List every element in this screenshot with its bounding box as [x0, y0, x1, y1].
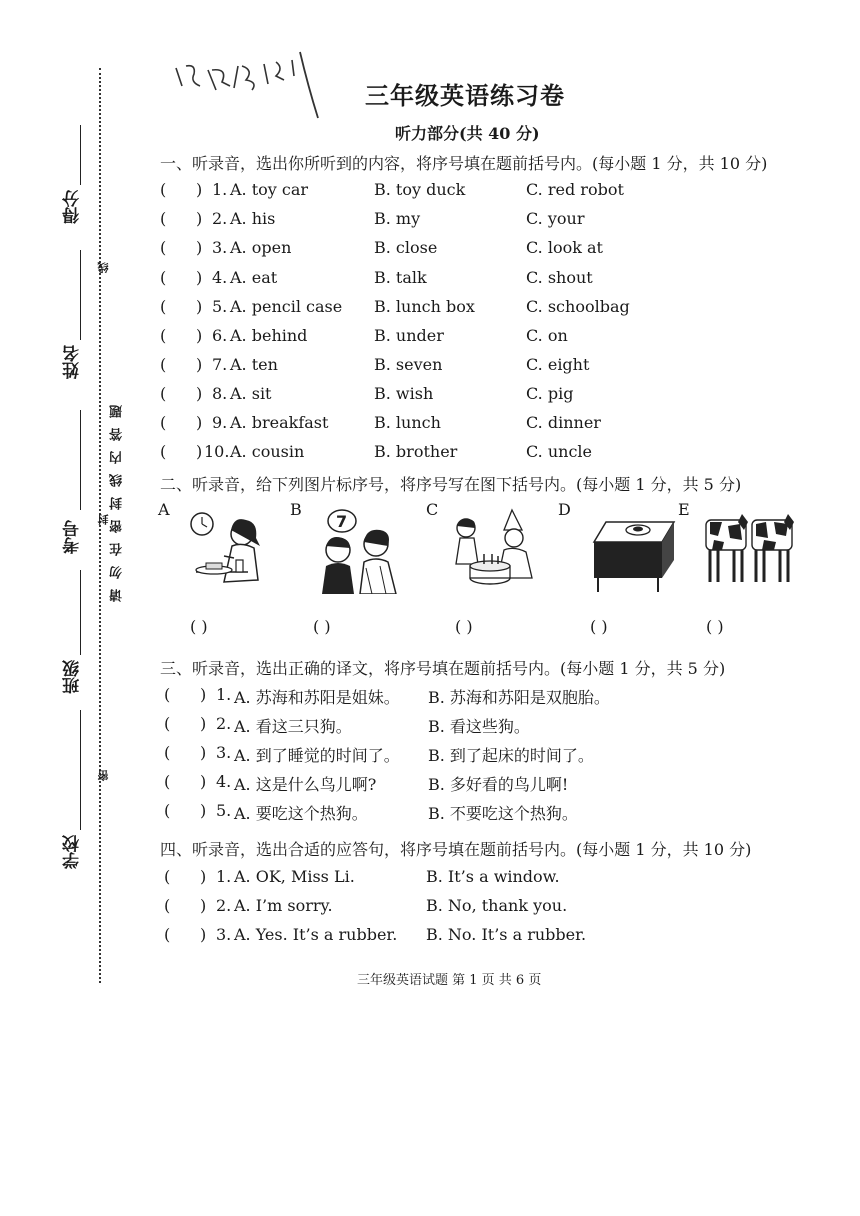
option-b: B. 多好看的鸟儿啊!	[428, 775, 569, 794]
close-paren: )	[196, 384, 203, 403]
option-b: B. under	[374, 326, 444, 345]
class-blank	[80, 570, 81, 655]
question-number: 2.	[216, 714, 232, 733]
close-paren: )	[196, 355, 203, 374]
option-a: A. ten	[230, 355, 278, 374]
open-paren: (	[160, 355, 167, 374]
close-paren: )	[196, 268, 203, 287]
option-a: A. sit	[230, 384, 272, 403]
name-label: 姓名	[63, 345, 83, 379]
option-c: C. shout	[526, 268, 593, 287]
question-number: 4.	[216, 772, 232, 791]
answer-blank-e[interactable]: ( )	[706, 617, 724, 636]
bubble-number: 7	[336, 512, 348, 531]
option-c: C. schoolbag	[526, 297, 630, 316]
answer-blank-c[interactable]: ( )	[455, 617, 473, 636]
birthday-cake-icon	[452, 508, 542, 594]
school-blank	[80, 710, 81, 830]
option-c: C. look at	[526, 238, 603, 257]
picture-row	[158, 500, 798, 600]
option-a: A. breakfast	[230, 413, 329, 432]
score-label: 得分	[63, 190, 83, 224]
option-a: A. Yes. It’s a rubber.	[234, 925, 398, 944]
option-b: B. No, thank you.	[426, 896, 568, 915]
option-b: B. 苏海和苏阳是双胞胎。	[428, 688, 610, 707]
section-4-heading: 四、听录音，选出合适的应答句，将序号填在题前括号内。(每小题 1 分，共 10 分)	[160, 840, 752, 859]
question-number: 4.	[212, 268, 228, 287]
page-subtitle: 听力部分(共 40 分)	[395, 124, 540, 143]
option-a: A. his	[230, 209, 276, 228]
option-b: B. my	[374, 209, 421, 228]
option-a: A. pencil case	[230, 297, 343, 316]
open-paren: (	[164, 896, 171, 915]
option-a: A. I’m sorry.	[234, 896, 333, 915]
open-paren: (	[160, 180, 167, 199]
section-3-heading: 三、听录音，选出正确的译文，将序号填在题前括号内。(每小题 1 分，共 5 分)	[160, 659, 726, 678]
table-with-plate-icon	[584, 508, 680, 594]
open-paren: (	[164, 867, 171, 886]
class-label: 班级	[63, 660, 83, 694]
option-c: C. red robot	[526, 180, 624, 199]
question-number: 8.	[212, 384, 228, 403]
option-b: B. seven	[374, 355, 443, 374]
binding-margin	[0, 0, 130, 1000]
option-b: B. 到了起床的时间了。	[428, 746, 594, 765]
option-b: B. talk	[374, 268, 427, 287]
open-paren: (	[160, 268, 167, 287]
option-b: B. 看这些狗。	[428, 717, 530, 736]
answer-blank-b[interactable]: ( )	[313, 617, 331, 636]
option-a: A. 要吃这个热狗。	[234, 804, 368, 823]
exam-number-blank	[80, 410, 81, 510]
dense-mark: 密	[97, 770, 110, 781]
open-paren: (	[164, 714, 171, 733]
answer-blank-a[interactable]: ( )	[190, 617, 208, 636]
question-number: 5.	[212, 297, 228, 316]
option-a: A. 到了睡觉的时间了。	[234, 746, 400, 765]
close-paren: )	[200, 867, 207, 886]
close-paren: )	[196, 238, 203, 257]
question-number: 3.	[216, 925, 232, 944]
option-c: C. uncle	[526, 442, 592, 461]
page-footer: 三年级英语试题 第 1 页 共 6 页	[357, 973, 542, 988]
name-blank	[80, 250, 81, 340]
question-number: 7.	[212, 355, 228, 374]
open-paren: (	[160, 384, 167, 403]
close-paren: )	[196, 442, 203, 461]
option-a: A. cousin	[230, 442, 305, 461]
close-paren: )	[196, 413, 203, 432]
close-paren: )	[196, 180, 203, 199]
score-blank	[80, 125, 81, 185]
option-a: A. eat	[230, 268, 278, 287]
page-title: 三年级英语练习卷	[365, 81, 565, 110]
school-label: 学校	[63, 835, 83, 869]
option-b: B. It’s a window.	[426, 867, 560, 886]
option-a: A. 这是什么鸟儿啊?	[234, 775, 377, 794]
question-number: 6.	[212, 326, 228, 345]
question-number: 9.	[212, 413, 228, 432]
section-2-heading: 二、听录音，给下列图片标序号，将序号写在图下括号内。(每小题 1 分，共 5 分)	[160, 475, 742, 494]
close-paren: )	[200, 743, 207, 762]
question-number: 5.	[216, 801, 232, 820]
close-paren: )	[196, 209, 203, 228]
open-paren: (	[160, 413, 167, 432]
question-number: 1.	[216, 685, 232, 704]
picture-letter: A	[158, 500, 170, 519]
option-a: A. toy car	[230, 180, 309, 199]
two-boys-talking-icon	[316, 508, 402, 594]
open-paren: (	[164, 772, 171, 791]
option-b: B. wish	[374, 384, 434, 403]
option-a: A. behind	[230, 326, 308, 345]
question-number: 1.	[216, 867, 232, 886]
option-c: C. on	[526, 326, 568, 345]
close-paren: )	[200, 896, 207, 915]
seal-dotted-line	[99, 68, 101, 983]
picture-letter: D	[558, 500, 571, 519]
option-b: B. lunch	[374, 413, 441, 432]
exam-number-label: 考号	[63, 520, 83, 554]
option-c: C. pig	[526, 384, 574, 403]
question-number: 2.	[212, 209, 228, 228]
close-paren: )	[196, 326, 203, 345]
option-a: A. OK, Miss Li.	[234, 867, 355, 886]
question-number: 1.	[212, 180, 228, 199]
option-b: B. close	[374, 238, 438, 257]
option-a: A. open	[230, 238, 292, 257]
open-paren: (	[164, 925, 171, 944]
close-paren: )	[200, 801, 207, 820]
cows-icon	[704, 508, 800, 594]
question-number: 3.	[212, 238, 228, 257]
question-number: 3.	[216, 743, 232, 762]
picture-letter: E	[678, 500, 690, 519]
no-answer-note: 请勿在密封线内答题	[110, 395, 125, 602]
option-c: C. dinner	[526, 413, 601, 432]
option-a: A. 看这三只狗。	[234, 717, 352, 736]
open-paren: (	[164, 743, 171, 762]
open-paren: (	[164, 685, 171, 704]
option-c: C. your	[526, 209, 585, 228]
picture-letter: B	[290, 500, 302, 519]
section-1-heading: 一、听录音，选出你所听到的内容，将序号填在题前括号内。(每小题 1 分，共 10 分)	[160, 154, 768, 173]
option-b: B. toy duck	[374, 180, 466, 199]
seal-mark: 封	[97, 514, 110, 525]
question-number: 2.	[216, 896, 232, 915]
option-b: B. brother	[374, 442, 458, 461]
open-paren: (	[160, 238, 167, 257]
option-c: C. eight	[526, 355, 590, 374]
line-mark: 线	[97, 262, 110, 273]
close-paren: )	[200, 772, 207, 791]
open-paren: (	[160, 442, 167, 461]
picture-letter: C	[426, 500, 439, 519]
open-paren: (	[160, 209, 167, 228]
option-a: A. 苏海和苏阳是姐妹。	[234, 688, 400, 707]
option-b: B. No. It’s a rubber.	[426, 925, 587, 944]
answer-blank-d[interactable]: ( )	[590, 617, 608, 636]
close-paren: )	[200, 685, 207, 704]
girl-eating-icon	[184, 508, 270, 594]
option-b: B. 不要吃这个热狗。	[428, 804, 578, 823]
handwritten-note-icon	[172, 46, 322, 126]
close-paren: )	[200, 714, 207, 733]
open-paren: (	[160, 326, 167, 345]
open-paren: (	[160, 297, 167, 316]
close-paren: )	[196, 297, 203, 316]
close-paren: )	[200, 925, 207, 944]
question-number: 10.	[204, 442, 230, 461]
open-paren: (	[164, 801, 171, 820]
option-b: B. lunch box	[374, 297, 475, 316]
